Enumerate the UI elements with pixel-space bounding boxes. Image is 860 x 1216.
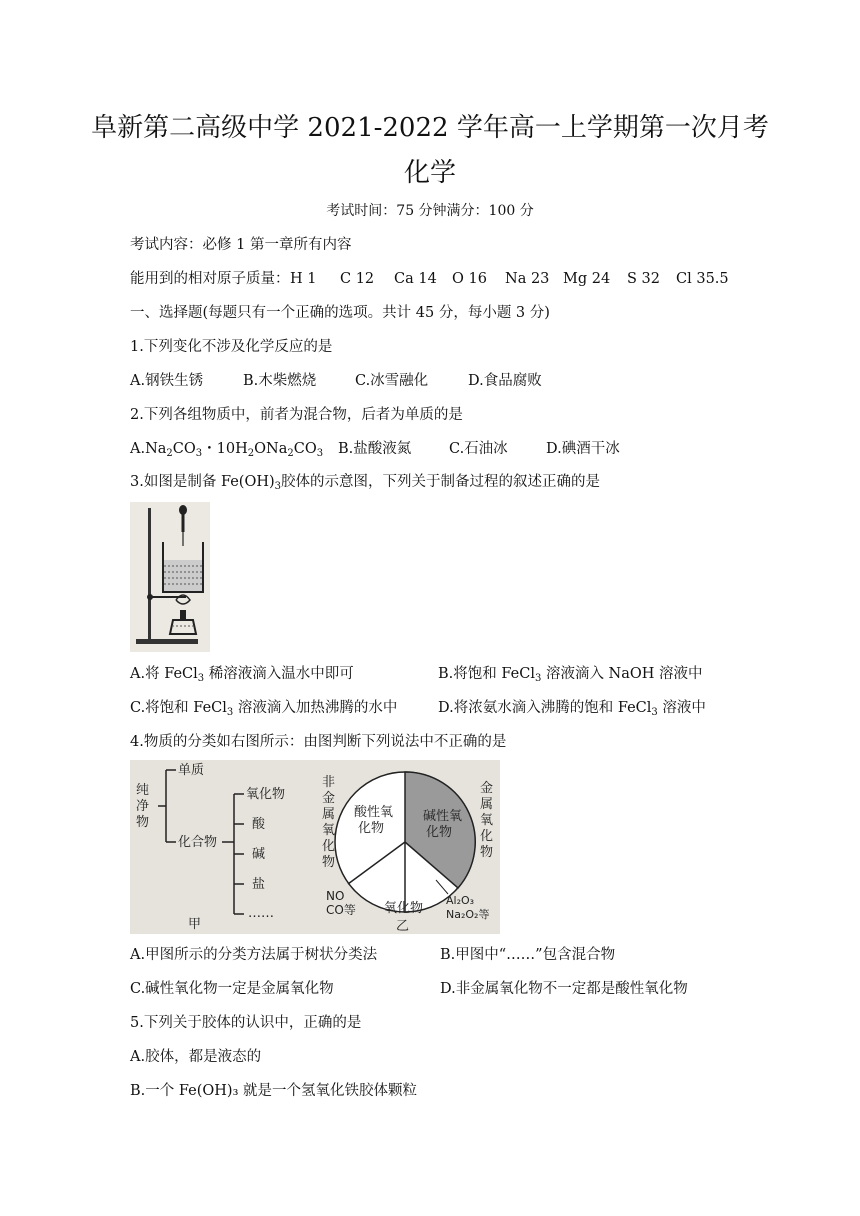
acid-oxide-label-2: 化物 <box>358 821 385 836</box>
q1-option-c: C.冰雪融化 <box>355 373 429 389</box>
q2-option-c: C.石油冰 <box>449 441 508 457</box>
subject-title: 化学 <box>403 158 456 188</box>
nonmetal-oxide-3: 属 <box>322 807 336 822</box>
q5-stem: 5.下列关于胶体的认识中，正确的是 <box>130 1015 362 1031</box>
jia-branch-1: 单质 <box>178 763 205 778</box>
q3-option-a: A.将 FeCl$_3$ 稀溶液滴入温水中即可 <box>130 666 354 684</box>
atomic-mass-na: Na 23 <box>505 271 550 287</box>
jia-caption: 甲 <box>188 917 202 932</box>
oxide-label: 氧化物 <box>384 901 424 916</box>
q3-apparatus-figure <box>130 502 210 652</box>
yi-caption: 乙 <box>396 919 410 934</box>
q4-classification-figure <box>130 760 500 934</box>
jia-branch-2: 化合物 <box>178 835 218 850</box>
nonmetal-oxide-4: 氧 <box>322 823 336 838</box>
q4-option-c: C.碱性氧化物一定是金属氧化物 <box>130 981 334 997</box>
q2-option-a: $A.Na_2CO_3$・$10H_2ONa_2CO_3$ <box>130 441 324 459</box>
basic-oxide-label-2: 化物 <box>426 825 453 840</box>
atomic-mass-c: C 12 <box>340 271 375 287</box>
q4-option-b: B.甲图中“……”包含混合物 <box>440 947 616 963</box>
jia-root-3: 物 <box>136 815 150 830</box>
atomic-mass-h: H 1 <box>290 271 317 287</box>
na2o2-label: Na₂O₂等 <box>446 908 490 921</box>
metal-oxide-5: 物 <box>480 845 494 860</box>
section-heading: 一、选择题(每题只有一个正确的选项。共计 45 分，每小题 3 分) <box>130 305 550 321</box>
acid-oxide-label-1: 酸性氧 <box>354 805 394 820</box>
metal-oxide-3: 氧 <box>480 813 494 828</box>
no-label: NO <box>326 889 345 903</box>
q3-option-c: C.将饱和 FeCl$_3$ 溶液滴入加热沸腾的水中 <box>130 700 398 718</box>
jia-leaf-salt: 盐 <box>252 877 266 892</box>
jia-leaf-acid: 酸 <box>252 817 266 832</box>
q4-option-d: D.非金属氧化物不一定都是酸性氧化物 <box>440 981 688 997</box>
nonmetal-oxide-2: 金 <box>322 791 336 806</box>
jia-leaf-base: 碱 <box>252 847 266 862</box>
basic-oxide-label-1: 碱性氧 <box>423 809 463 824</box>
q3-option-b: B.将饱和 FeCl$_3$ 溶液滴入 NaOH 溶液中 <box>438 666 703 684</box>
q2-option-d: D.碘酒干冰 <box>546 441 620 457</box>
q1-option-d: D.食品腐败 <box>468 373 542 389</box>
jia-leaf-oxide: 氧化物 <box>246 787 286 802</box>
nonmetal-oxide-5: 化 <box>322 839 336 854</box>
nonmetal-oxide-1: 非 <box>322 775 336 790</box>
page-title: 阜新第二高级中学 2021-2022 学年高一上学期第一次月考 <box>91 113 769 143</box>
atomic-mass-ca: Ca 14 <box>394 271 437 287</box>
atomic-mass-s: S 32 <box>627 271 660 287</box>
q5-option-a: A.胶体，都是液态的 <box>130 1049 262 1065</box>
nonmetal-oxide-6: 物 <box>322 855 336 870</box>
exam-time: 考试时间：75 分钟满分：100 分 <box>326 203 534 219</box>
atomic-mass-mg: Mg 24 <box>563 271 611 287</box>
co-label: CO等 <box>326 903 356 917</box>
al2o3-label: Al₂O₃ <box>446 894 475 907</box>
q1-option-b: B.木柴燃烧 <box>243 373 317 389</box>
metal-oxide-1: 金 <box>480 781 494 796</box>
jia-root-2: 净 <box>136 799 150 814</box>
atomic-mass-cl: Cl 35.5 <box>676 271 729 287</box>
q1-stem: 1.下列变化不涉及化学反应的是 <box>130 339 333 355</box>
metal-oxide-4: 化 <box>480 829 494 844</box>
atomic-mass-line <box>130 268 290 290</box>
q3-stem: 3.如图是制备 $Fe(OH)_3$胶体的示意图，下列关于制备过程的叙述正确的是 <box>130 474 601 492</box>
q2-option-b: B.盐酸液氮 <box>338 441 412 457</box>
q3-option-d: D.将浓氨水滴入沸腾的饱和 FeCl$_3$ 溶液中 <box>438 700 706 718</box>
exam-content: 考试内容：必修 1 第一章所有内容 <box>130 237 352 253</box>
atomic-mass-label: 能用到的相对原子质量： <box>130 271 290 287</box>
q2-stem: 2.下列各组物质中，前者为混合物，后者为单质的是 <box>130 407 463 423</box>
metal-oxide-2: 属 <box>480 797 494 812</box>
jia-leaf-etc: …… <box>248 906 274 921</box>
atomic-mass-o: O 16 <box>452 271 487 287</box>
jia-root-1: 纯 <box>136 783 150 798</box>
q5-option-b: B.一个 Fe(OH)₃ 就是一个氢氧化铁胶体颗粒 <box>130 1083 417 1099</box>
q1-option-a: A.钢铁生锈 <box>130 373 204 389</box>
q4-option-a: A.甲图所示的分类方法属于树状分类法 <box>130 947 378 963</box>
q4-stem: 4.物质的分类如右图所示：由图判断下列说法中不正确的是 <box>130 734 507 750</box>
